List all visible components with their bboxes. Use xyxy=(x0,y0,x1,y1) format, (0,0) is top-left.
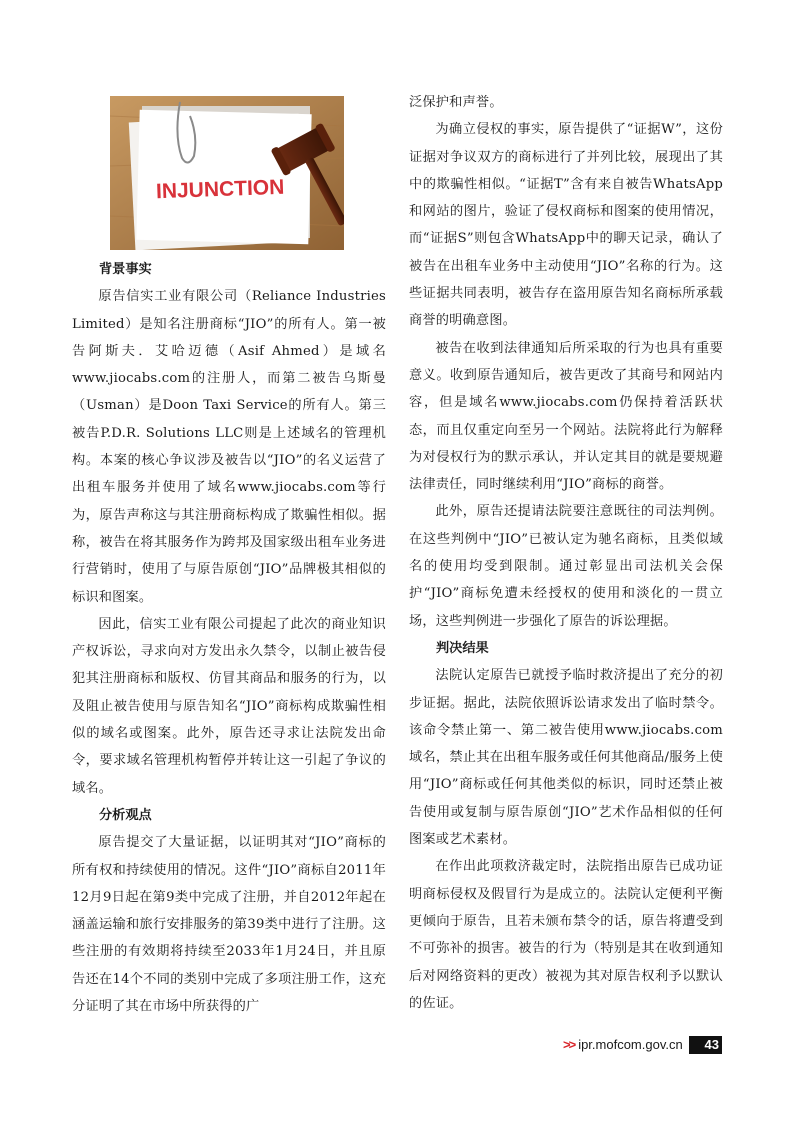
section-heading-analysis: 分析观点 xyxy=(99,807,152,823)
paragraph: 原告提交了大量证据，以证明其对“JIO”商标的所有权和持续使用的情况。这件“JIO”商标自2011年12月9日起在第9类中完成了注册，并自2012年起在涵盖运输和旅行安排服务的第39类中进行了注册。这些注册的有效期将持续至2033年1月24日，并且原告还在14个不同的类别中完成了多项注册工作，这充分证明了其在市场中所获得的广 xyxy=(72,835,386,1015)
paragraph: 原告信实工业有限公司（Reliance Industries Limited）是知名注册商标“JIO”的所有人。第一被告阿斯夫．艾哈迈德（Asif Ahmed）是域名www.jiocabs.com的注册人，而第二被告乌斯曼（Usman）是Doon Taxi Service的所有人。第三被告P.D.R. Solutions LLC则是上述域名的管理机构。本案的核心争议涉及被告以“JIO”的名义运营了出租车服务并使用了域名www.jiocabs.com等行为，原告声称这与其注册商标构成了欺骗性相似。据称，被告在将其服务作为跨邦及国家级出租车业务进行营销时，使用了与原告原创“JIO”品牌极其相似的标识和图案。 xyxy=(72,289,386,605)
paragraph: 在作出此项救济裁定时，法院指出原告已成功证明商标侵权及假冒行为是成立的。法院认定便利平衡更倾向于原告，且若未颁布禁令的话，原告将遭受到不可弥补的损害。被告的行为（特别是其在收到通知后对网络资料的更改）被视为其对原告权利予以默认的佐证。 xyxy=(409,859,723,1011)
section-heading-background: 背景事实 xyxy=(99,262,152,277)
footer-link[interactable] xyxy=(563,1036,683,1054)
injunction-word: INJUNCTION xyxy=(155,175,285,204)
paragraph: 法院认定原告已就授予临时救济提出了充分的初步证据。据此，法院依照诉讼请求发出了临时禁令。该命令禁止第一、第二被告使用www.jiocabs.com域名，禁止其在出租车服务或任何其他商品/服务上使用“JIO”商标或任何其他类似的标识，同时还禁止被告使用或复制与原告原创“JIO”艺术作品相似的任何图案或艺术素材。 xyxy=(409,668,723,848)
paragraph: 此外，原告还提请法院要注意既往的司法判例。在这些判例中“JIO”已被认定为驰名商标，且类似域名的使用均受到限制。通过彰显出司法机关会保护“JIO”商标免遭未经授权的使用和淡化的一贯立场，这些判例进一步强化了原告的诉讼理据。 xyxy=(409,504,723,629)
right-column xyxy=(409,0,723,1017)
paragraph: 为确立侵权的事实，原告提供了“证据W”，这份证据对争议双方的商标进行了并列比较，展现出了其中的欺骗性相似。“证据T”含有来自被告WhatsApp和网站的图片，验证了侵权商标和图案的使用情况，而“证据S”则包含WhatsApp中的聊天记录，确认了被告在出租车业务中主动使用“JIO”名称的行为。这些证据共同表明，被告存在盗用原告知名商标所承载商誉的明确意图。 xyxy=(409,122,723,329)
paragraph: 被告在收到法律通知后所采取的行为也具有重要意义。收到原告通知后，被告更改了其商号和网站内容，但是域名www.jiocabs.com仍保持着活跃状态，而且仅重定向至另一个网站。法院将此行为解释为对侵权行为的默示承认，并认定其目的就是要规避法律责任，同时继续利用“JIO”商标的商誉。 xyxy=(409,340,723,493)
section-heading-ruling: 判决结果 xyxy=(436,640,489,656)
footer-url-text: ipr.mofcom.gov.cn xyxy=(578,1037,683,1052)
left-column xyxy=(72,0,386,1020)
paragraph: 泛保护和声誉。 xyxy=(409,95,503,110)
double-chevron-icon: >> xyxy=(563,1037,575,1052)
paragraph: 因此，信实工业有限公司提起了此次的商业知识产权诉讼，寻求向对方发出永久禁令，以制止被告侵犯其注册商标和版权、仿冒其商品和服务的行为，以及阻止被告使用与原告知名“JIO”商标构成欺骗性相似的域名或图案。此外，原告还寻求让法院发出命令，要求域名管理机构暂停并转让这一引起了争议的域名。 xyxy=(72,616,386,796)
page-number: 43 xyxy=(689,1036,722,1054)
